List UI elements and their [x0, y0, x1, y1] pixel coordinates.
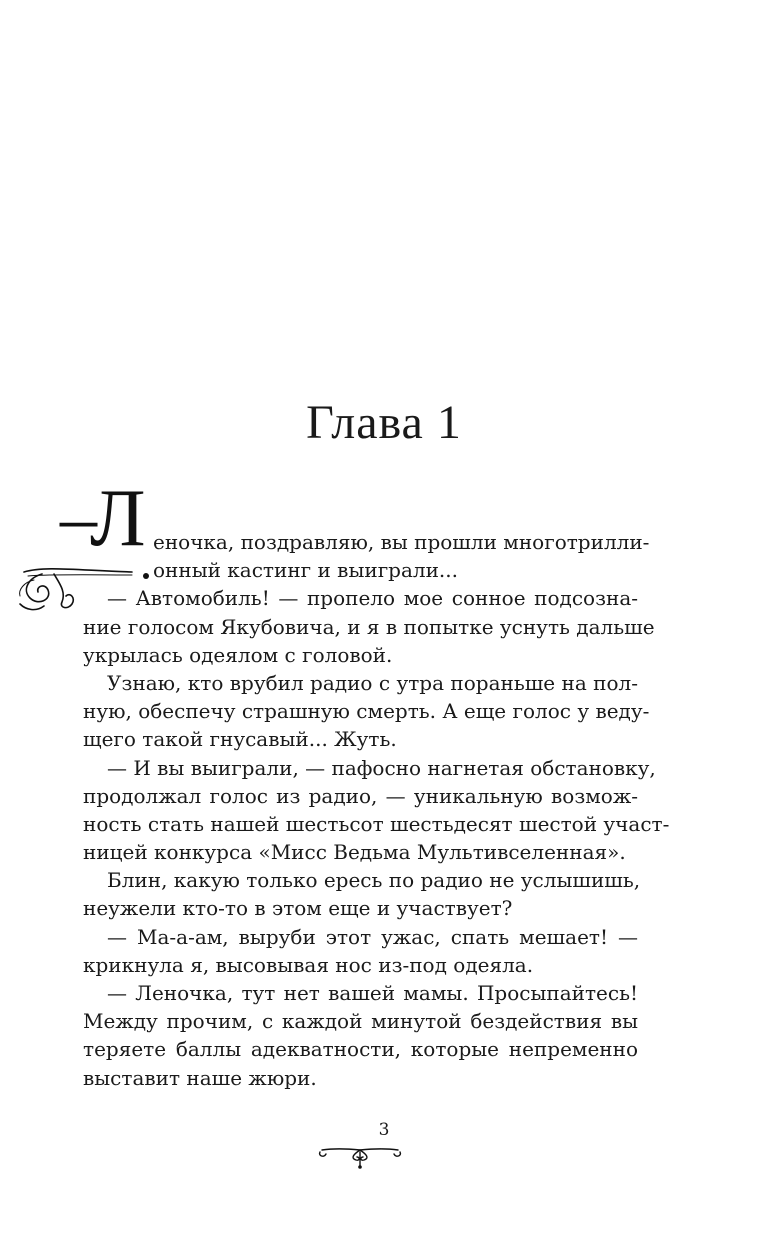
page-number: 3: [378, 1120, 390, 1140]
text-line: еночка, поздравляю, вы прошли многотрилли-: [153, 530, 650, 554]
text-line: — Автомобиль! — пропело мое сонное подсозна-: [107, 586, 638, 611]
text-line: — И вы выиграли, — пафосно нагнетая обстановку,: [107, 755, 656, 780]
text-line: Блин, какую только ересь по радио не услышишь,: [107, 868, 641, 893]
drop-cap-letter: Л: [90, 472, 146, 563]
text-line: крикнула я, высовывая нос из-под одеяла.: [83, 952, 534, 977]
text-line: Между прочим, с каждой минутой бездействия вы: [83, 1009, 638, 1034]
text-line: — Ма-а-ам, выруби этот ужас, спать мешает! —: [107, 924, 638, 949]
text-line: — Леночка, тут нет вашей мамы. Просыпайтесь!: [107, 981, 638, 1005]
text-line: ние голосом Якубовича, и я в попытке уснуть дальше: [83, 614, 655, 639]
page-ornament-icon: [316, 1140, 404, 1170]
text-line: щего такой гнусавый... Жуть.: [83, 727, 397, 752]
text-line: неужели кто-то в этом еще и участвует?: [83, 896, 513, 921]
text-line: ность стать нашей шестьсот шестьдесят шестой участ-: [83, 811, 670, 836]
drop-cap-dash: –: [60, 477, 97, 559]
text-line: выставит наше жюри.: [83, 1065, 317, 1090]
text-line: укрылась одеялом с головой.: [83, 642, 393, 667]
text-line: ную, обеспечу страшную смерть. А еще голос у веду-: [83, 699, 650, 724]
text-line: ницей конкурса «Мисс Ведьма Мультивселенная».: [83, 840, 626, 865]
text-line: Узнаю, кто врубил радио с утра пораньше на пол-: [107, 670, 638, 695]
chapter-body: [83, 528, 670, 1092]
text-line: теряете баллы адекватности, которые непременно: [83, 1037, 638, 1062]
text-line: онный кастинг и выиграли...: [153, 558, 458, 583]
chapter-title: Глава 1: [306, 396, 462, 449]
text-line: продолжал голос из радио, — уникальную возмож-: [83, 783, 638, 808]
